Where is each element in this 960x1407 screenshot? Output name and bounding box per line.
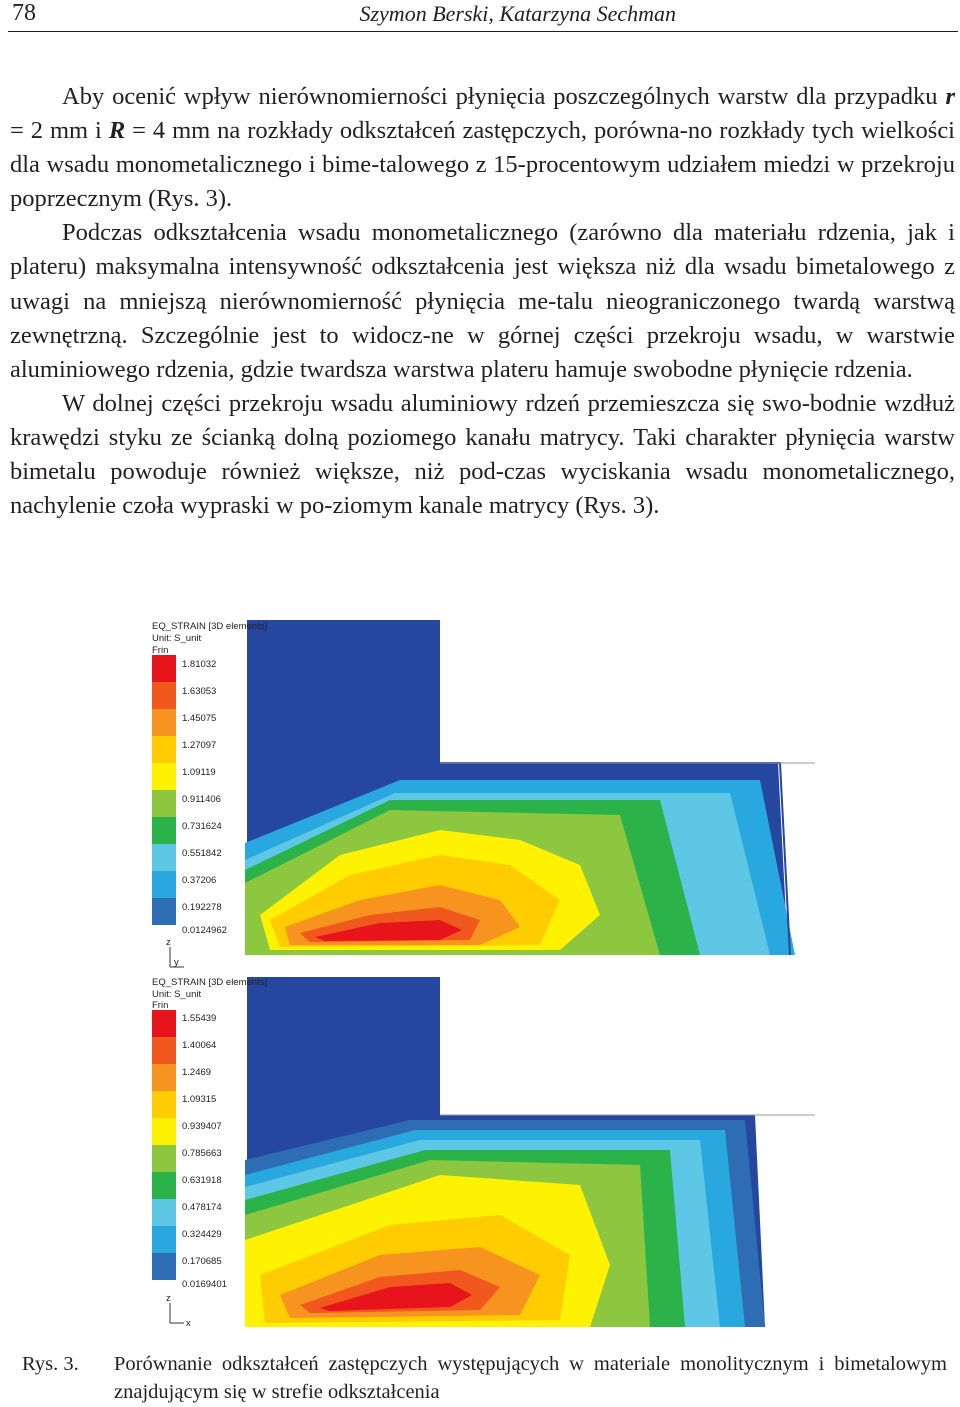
header-rule — [8, 31, 958, 32]
top-legend-value: 0.551842 — [182, 848, 222, 859]
symbol-R: R — [108, 117, 126, 145]
top-axis-y: y — [174, 957, 179, 968]
bottom-legend-value: 0.478174 — [182, 1202, 222, 1213]
bottom-legend-value: 0.939407 — [182, 1121, 222, 1132]
page-header — [0, 0, 960, 32]
bottom-legend-value: 0.785663 — [182, 1148, 222, 1159]
top-legend-value: 0.192278 — [182, 902, 222, 913]
bottom-legend-value: 1.2469 — [182, 1067, 212, 1078]
page-number: 78 — [12, 0, 36, 26]
bottom-legend-value: 0.0169401 — [182, 1279, 227, 1290]
top-legend-value: 1.27097 — [182, 740, 217, 751]
bottom-legend — [152, 1010, 176, 1280]
top-legend-value: 1.81032 — [182, 659, 217, 670]
paragraph-3: W dolnej części przekroju wsadu aluminiowy rdzeń przemieszcza się swo-bodnie wzdłuż krawędzi styku ze ścianką dolną poziomego kanału matrycy. Taki charakter płynięcia warstw bimetalu powoduje również większe, niż pod-czas wyciskania wsadu monometalicznego, nachylenie czoła wypraski w po-ziomym kanale matrycy (Rys. 3). — [10, 389, 955, 520]
caption-label: Rys. 3. — [22, 1353, 79, 1375]
bottom-legend-value: 1.40064 — [182, 1040, 217, 1051]
top-legend-value: 1.09119 — [182, 767, 216, 778]
top-legend-value: 1.63053 — [182, 686, 217, 697]
p1-text-c: = 4 mm na rozkłady odkształceń zastępczych, porówna-no rozkłady tych wielkości dla wsadu monometalicznego i bime-talowego z 15-procentowym udziałem miedzi w przekroju poprzecznym (Rys. 3). — [10, 117, 955, 213]
caption-text: Porównanie odkształceń zastępczych występujących w materiale monolitycznym i bimetalowym znajdującym się w strefie odkształcenia — [114, 1353, 947, 1403]
top-legend — [152, 655, 176, 925]
bottom-legend-value: 1.09315 — [182, 1094, 217, 1105]
top-legend-value: 1.45075 — [182, 713, 217, 724]
top-axis-z: z — [166, 937, 171, 948]
top-legend-value: 0.0124962 — [182, 925, 227, 936]
paragraph-1 — [10, 80, 955, 216]
symbol-r: r — [945, 83, 955, 110]
top-legend-value: 0.731624 — [182, 821, 222, 832]
bottom-legend-title: EQ_STRAIN [3D elements] — [152, 977, 268, 988]
bottom-legend-value: 0.170685 — [182, 1256, 222, 1267]
figure-strain-maps — [140, 615, 820, 1335]
bottom-legend-value: 0.631918 — [182, 1175, 222, 1186]
bottom-legend-unit: Unit: S_unit — [152, 989, 202, 1000]
top-legend-value: 0.911406 — [182, 794, 221, 805]
top-axis-icon — [166, 937, 184, 968]
top-fem-plot — [152, 620, 815, 968]
bottom-axis-z: z — [166, 1293, 171, 1304]
p1-text-b: = 2 mm i — [10, 117, 109, 145]
top-legend-frin: Frin — [152, 645, 169, 656]
bottom-legend-value: 0.324429 — [182, 1229, 222, 1240]
bottom-fem-plot — [152, 977, 815, 1329]
body-text — [10, 80, 955, 523]
bottom-axis-icon — [166, 1293, 191, 1329]
top-legend-value: 0.37206 — [182, 875, 217, 886]
p1-text-a: Aby ocenić wpływ nierównomierności płynięcia poszczególnych warstw dla przypadku — [62, 83, 946, 110]
top-legend-title: EQ_STRAIN [3D elements] — [152, 621, 268, 632]
bottom-legend-frin: Frin — [152, 1000, 169, 1011]
bottom-axis-x: x — [186, 1318, 191, 1329]
running-head: Szymon Berski, Katarzyna Sechman — [359, 1, 676, 26]
bottom-legend-value: 1.55439 — [182, 1013, 217, 1024]
paragraph-2: Podczas odkształcenia wsadu monometalicznego (zarówno dla materiału rdzenia, jak i plateru) maksymalna intensywność odkształcenia jest większa niż dla wsadu bimetalowego z uwagi na mniejszą nierównomierność płynięcia me-talu nieograniczonego twardą warstwą zewnętrzną. Szczególnie jest to widocz-ne w górnej części przekroju wsadu, w warstwie aluminiowego rdzenia, gdzie twardsza warstwa plateru hamuje swobodne płynięcie rdzenia. — [10, 219, 955, 383]
top-legend-unit: Unit: S_unit — [152, 633, 202, 644]
